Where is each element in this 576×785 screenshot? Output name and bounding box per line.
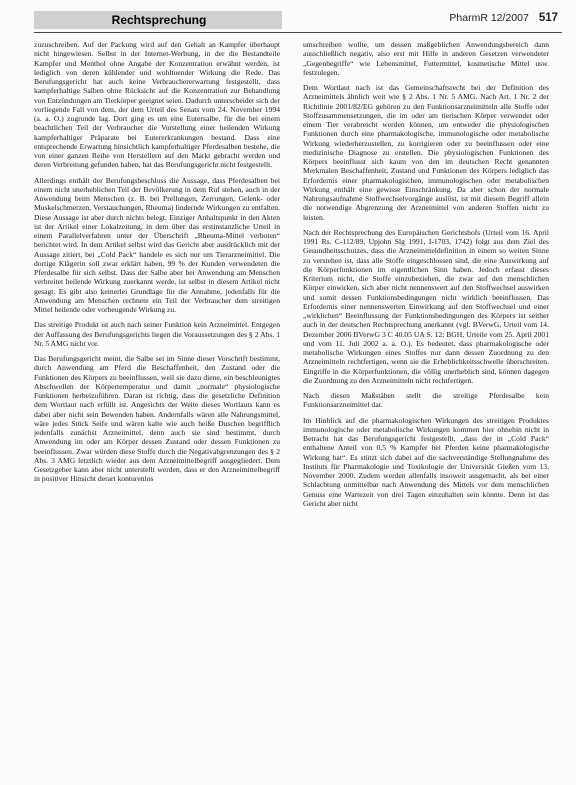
paragraph: zuzuschreiben. Auf der Packung wird auf den Gehalt an Kampfer überhaupt nicht hingewiesen. Selbst in der Internet-Werbung, in der die Bestandteile Kampfer und Menthol ohne Angabe der Konzentration erwähnt werden, ist lediglich von deren kühlender und wohltuender Wirkung die Rede. Das Berufungsgericht hat auch keine Verbrauchererwartung festgestellt, dass kampferhaltige Salben ohne Rücksicht auf die Konzentration zur Behandlung von Entzündungen am Tierkörper geeignet seien. Dadurch unterscheidet sich der vorliegende Fall von dem, der dem Urteil des Senats vom 24. November 1994 (a. a. O.) zugrunde lag. Dort ging es um eine Eutersalbe, für die bei einem beachtlichen Teil der Verbraucher die Vorstellung einer heilenden Wirkung kampferhaltiger Präparate bei Eutererkrankungen bestand. Dass eine entsprechende Erwartung hinsichtlich kampferhaltiger Pferdesalben bestehe, die von einer ganzen Reihe von Herstellern auf den Markt gebracht werden und deren Verbreitung gefunden haben, hat das Berufungsgericht nicht festgestellt. — [34, 40, 280, 170]
section-title: Rechtsprechung — [111, 13, 207, 27]
page-number: 517 — [538, 12, 558, 24]
header-rule — [34, 32, 562, 33]
paragraph: Dem Wortlaut nach ist das Gemeinschaftsrecht bei der Definition des Arzneimittels ähnlich weit wie § 2 Abs. 1 Nr. 5 AMG. Nach Art. 1 Nr. 2 der Richtlinie 2001/82/EG gehören zu den Funktionsarzneimitteln alle Stoffe oder Stoffzusammensetzungen, die im oder am tierischen Körper verwendet oder einem Tier verabreicht werden können, um entweder die physiologischen Funktionen durch eine pharmakologische, immunologische oder metabolische Wirkung wiederherzustellen, zu korrigieren oder zu beeinflussen oder eine medizinische Diagnose zu erstellen. Die physiologischen Funktionen des Körpers beeinflusst sich kaum von den im deutschen Recht genannten Merkmalen Beschaffenheit, Zustand und Funktionen des Körpers lediglich das Erfordernis einer pharmakologischen, immunologischen oder metabolischen Wirkung enthält eine gewisse Einschränkung. Da aber schon der normale Nahrungsaufnahme Stoffwechselvorgänge auslöst, ist mit diesem Begriff allein die notwendige Abgrenzung der Arzneimittel von anderen Stoffen nicht zu leisten. — [303, 83, 549, 222]
journal-citation — [449, 12, 558, 24]
paragraph: umschreiben wollte, um dessen maßgeblichen Anwendungsbereich dann ausschließlich negativ, also erst mit Hilfe in anderen Gesetzen verwendeter „Gegenbegriffe“ wie Lebensmittel, Futtermittel, kosmetische Mittel usw. festzulegen. — [303, 40, 549, 77]
paragraph: Das Berufungsgericht meint, die Salbe sei im Sinne dieser Vorschrift bestimmt, durch Anwendung am Pferd die Beschaffenheit, den Zustand oder die Funktionen des Körpers zu beeinflussen, weil sie dazu diene, ein beschleunigtes Abschwellen der Körpertemperatur und damit „normale“ physiologische Funktionen herbeizuführen. Daran ist richtig, dass die gesetzliche Definition dem Wortlaut nach erfüllt ist. Angesichts der Weite dieses Wortlauts kann es dabei aber nicht sein Bewenden haben. Andernfalls wären alle Nahrungsmittel, wäre jedes Stück Seife und wären kalte wie auch heiße Duschen begrifflich jedenfalls zunächst Arzneimittel, denn auch sie sind bestimmt, durch Anwendung im oder am Körper dessen Zustand oder dessen Funktionen zu beeinflussen. Zwar würden diese Stoffe durch die Negativabgrenzungen des § 2 Abs. 3 AMG letztlich wieder aus dem Arzneimittelbegriff ausgegliedert. Dem Gesetzgeber kann aber nicht unterstellt werden, dass er den Arzneimittelbegriff in positiver Hinsicht derart konturenlos — [34, 354, 280, 484]
paragraph: Nach diesen Maßstäben stellt die streitige Pferdesalbe kein Funktionsarzneimittel dar. — [303, 391, 549, 410]
paragraph: Allerdings enthält der Berufungsbeschluss die Aussage, dass Pferdesalben bei einem nicht unerheblichen Teil der Bevölkerung in dem Ruf stehen, auch in der Anwendung beim Menschen (z. B. bei Prellungen, Zerrungen, Gelenk- oder Muskelschmerzen, Verstauchungen, Rheuma) lindernde Wirkungen zu entfalten. Diese Aussage ist aber durch nichts belegt. Einziger Anhaltspunkt in den Akten ist der Artikel einer Lokalzeitung, in dem über das erstinstanzliche Urteil in einem Parallelverfahren unter der Überschrift „Rheuma-Mittel verboten“ berichtet wird. In dem Artikel selbst wird das Gericht aber ausdrücklich mit der Aussage zitiert, bei „Cold Pack“ handele es sich nur um Tierarzneimittel. Die dortige Klägerin soll zwar erklärt haben, 99 % der Kunden verwendeten die Pferdesalbe für sich selbst. Dass der Salbe aber bei Anwendung am Menschen verbreitet heilende Wirkung zuerkannt werde, ist selbst in diesem Artikel nicht gesagt. Es gibt also keinerlei Grundlage für die Annahme, jedenfalls für die Anwendung am Menschen rechnete ein Teil der Verbraucher dem streitigen Mittel heilende oder vorbeugende Wirkung zu. — [34, 175, 280, 314]
paragraph: Im Hinblick auf die pharmakologischen Wirkungen des streitigen Produktes immunologische oder metabolische Wirkungen kommen hier ohnehin nicht in Betracht hat das Berufungsgericht festgestellt, „dass der in „Cold Pack“ enthaltene Anteil von 0,5 % Kampfer bei Pferden keine pharmakologische Wirkung hat“. Es stützt sich dabei auf die sachverständige Stellungnahme des Instituts für Pharmakologie und Toxikologie der Universität Gießen vom 13. November 2000. Zudem werden allenfalls insoweit ausgemacht, als bei einer Schlachtung unmittelbar nach Anwendung des Mittels vor dem menschlichen Genuss eine Wartezeit von drei Tagen einzuhalten sein könnte. Denn ist das Gericht aber nicht — [303, 415, 549, 508]
journal-name: PharmR 12/2007 — [449, 12, 529, 24]
left-column — [34, 40, 280, 780]
right-column — [303, 40, 549, 780]
paragraph: Nach der Rechtsprechung des Europäischen Gerichtshofs (Urteil vom 16. April 1991 Rs. C-112/89, Upjohn Slg 1991, I-1703, 1742) folgt aus dem Ziel des Gesundheitsschutzes, dass die Arzneimitteldefinition in einem so weiten Sinne zu verstehen ist, dass alle Stoffe eingeschlossen sind, die eine Auswirkung auf die Körperfunktionen im eigentlichen Sinn haben. Jedoch erfasst dieses Kriterium nicht, die Stoffe einzubeziehen, die zwar auf den menschlichen Körper einwirken, sich aber nicht nennenswert auf den Stoffwechsel auswirken und somit dessen Funktionsbedingungen nicht wirklich beeinflussen. Das Erfordernis einer nennenswerten Einwirkung auf den Stoffwechsel und einer „wirklichen“ Beeinflussung der Funktionsbedingungen des Körpers ist seither auch in der deutschen Rechtsprechung anerkannt (vgl. BVerwG, Urteil vom 14. Dezember 2006 BVerwG 3 C 40.05 UA S. 12; BGH, Urteile vom 25. April 2001 und vom 11. Juli 2002 a. a. O.). Es bedeutet, dass pharmakologische oder metabolische Wirkungen eines Stoffes nur dann dessen Zuordnung zu den Arzneimitteln rechtfertigen, wenn sie die Erheblichkeitsschwelle überschreiten. Eingriffe in die Körperfunktionen, die völlig unerheblich sind, können dagegen die Zuordnung zu den Arzneimitteln nicht rechtfertigen. — [303, 227, 549, 385]
paragraph: Das streitige Produkt ist auch nach seiner Funktion kein Arzneimittel. Entgegen der Auffassung des Berufungsgerichts liegen die Voraussetzungen des § 2 Abs. 1 Nr. 5 AMG nicht vor. — [34, 320, 280, 348]
